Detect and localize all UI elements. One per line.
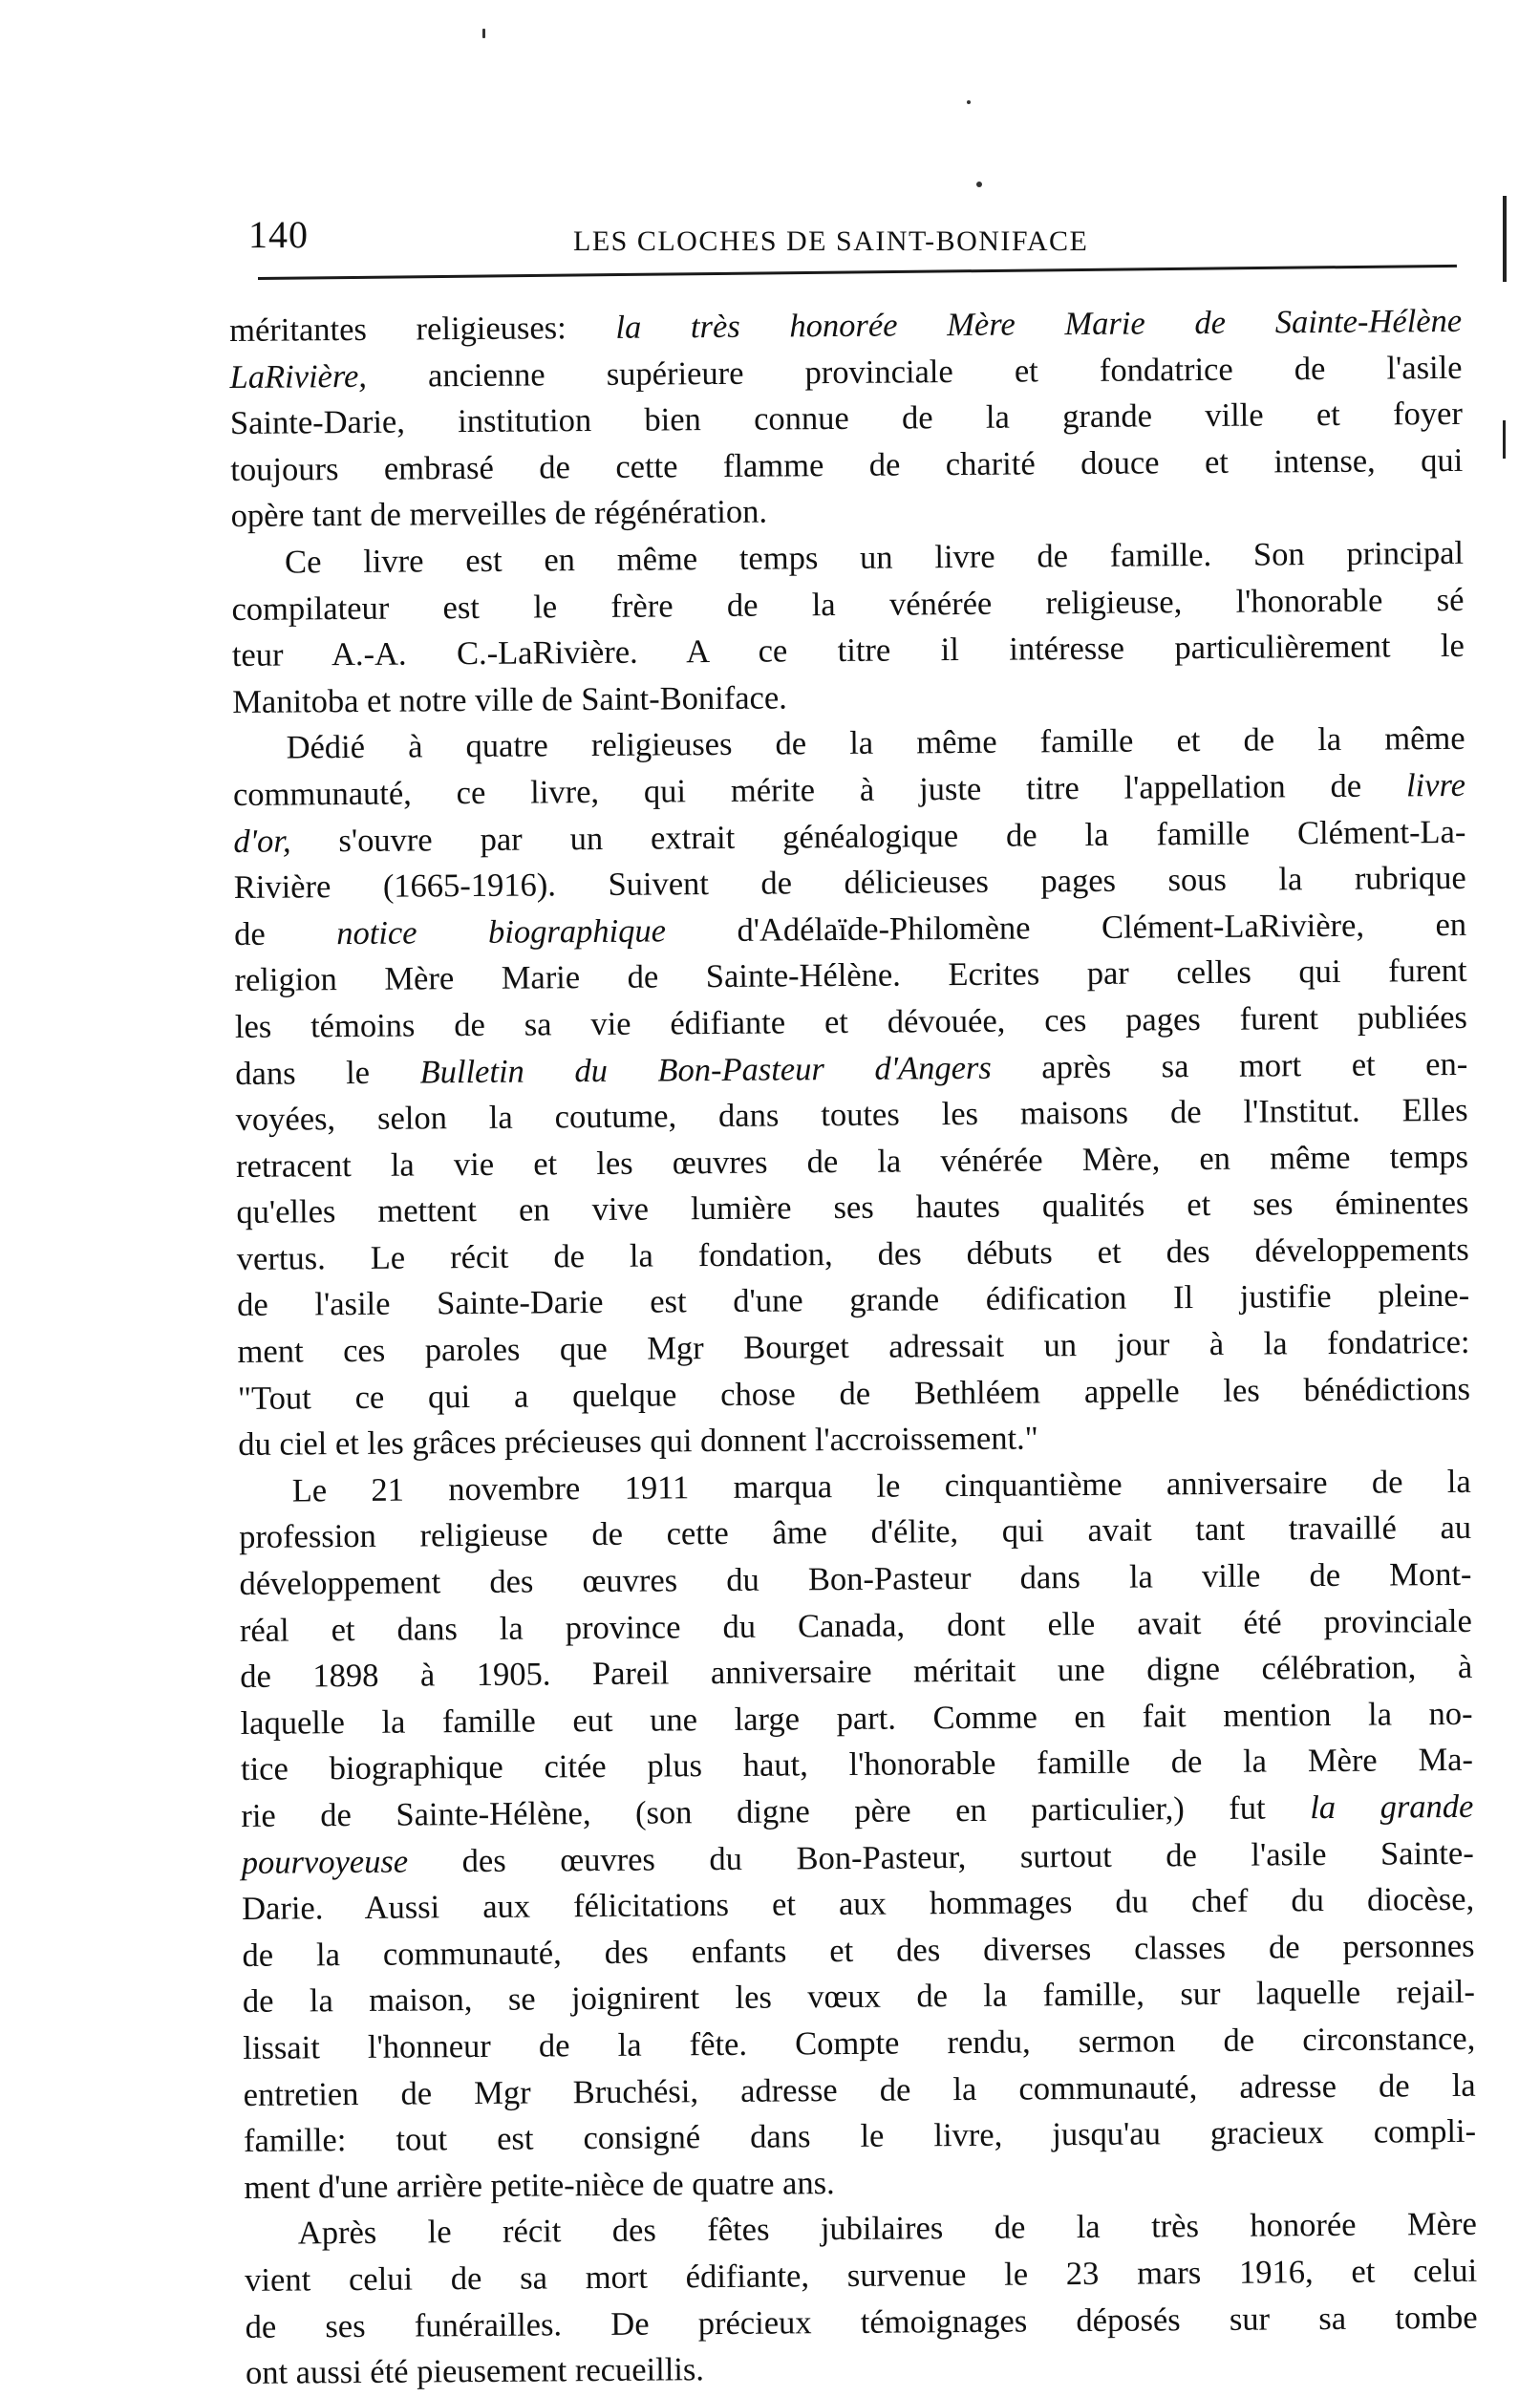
ink-speck — [967, 100, 971, 104]
italic-text: Bulletin du Bon-Pasteur d'Angers — [419, 1049, 992, 1090]
text-segment: entretien de Mgr Bruchési, adresse de la communauté, adresse de la — [243, 2066, 1476, 2113]
text-segment: qu'elles mettent en vive lumière ses hautes qualités et ses éminentes — [236, 1185, 1469, 1231]
text-segment: opère tant de merveilles de régénération. — [230, 493, 768, 535]
italic-text: LaRivière, — [229, 357, 368, 396]
text-segment: des œuvres du Bon-Pasteur, surtout de l'asile Sainte- — [407, 1834, 1474, 1880]
text-segment: ment d'une arrière petite-nièce de quatre ans. — [244, 2164, 835, 2206]
text-line — [244, 2108, 1476, 2165]
page-number: 140 — [248, 213, 309, 256]
text-segment: religion Mère Marie de Sainte-Hélène. Ecrites par celles qui furent — [234, 952, 1467, 999]
text-segment: s'ouvre par un extrait généalogique de la famille Clément-La- — [290, 813, 1466, 860]
text-segment: Darie. Aussi aux félicitations et aux hommages du chef du diocèse, — [242, 1881, 1475, 1928]
text-segment: Manitoba et notre ville de Saint-Boniface. — [232, 679, 787, 720]
text-segment: ancienne supérieure provinciale et fondatrice de l'asile — [366, 349, 1463, 395]
text-segment: de la maison, se joignirent les vœux de la famille, sur laquelle rejail- — [242, 1974, 1476, 2021]
page-edge-mark — [1503, 196, 1507, 282]
text-segment: Rivière (1665-1916). Suivent de délicieuses pages sous la rubrique — [233, 859, 1466, 907]
text-segment: "Tout ce qui a quelque chose de Bethléem appelle les bénédictions — [237, 1370, 1471, 1417]
text-segment: les témoins de sa vie édifiante et dévouée, ces pages furent publiées — [234, 998, 1468, 1045]
italic-text: la très honorée Mère Marie de Sainte-Hélène — [615, 302, 1463, 346]
text-segment: voyées, selon la coutume, dans toutes les maisons de l'Institut. Elles — [235, 1091, 1468, 1139]
page-header — [248, 212, 1433, 269]
running-title: LES CLOCHES DE SAINT-BONIFACE — [573, 225, 1089, 257]
text-segment: ont aussi été pieusement recueillis. — [245, 2351, 705, 2392]
text-segment: communauté, ce livre, qui mérite à juste titre l'appellation de — [232, 767, 1407, 813]
text-segment: famille: tout est consigné dans le livre, jusqu'au gracieux compli- — [243, 2112, 1477, 2160]
text-segment: toujours embrasé de cette flamme de charité douce et intense, qui — [230, 441, 1464, 488]
text-line — [245, 2294, 1477, 2350]
text-segment: profession religieuse de cette âme d'élite, qui avait tant travaillé au — [238, 1509, 1472, 1556]
text-segment: rie de Sainte-Hélène, (son digne père en particulier,) fut — [241, 1789, 1311, 1834]
text-segment: Le 21 novembre 1911 marqua le cinquantième anniversaire de la — [291, 1463, 1471, 1509]
text-segment: Sainte-Darie, institution bien connue de la grande ville et foyer — [229, 396, 1464, 442]
text-segment: réal et dans la province du Canada, dont elle avait été provinciale — [239, 1602, 1472, 1649]
text-segment: du ciel et les grâces précieuses qui donnent l'accroissement." — [238, 1420, 1038, 1464]
text-segment: ment ces paroles que Mgr Bourget adressait un jour à la fondatrice: — [237, 1323, 1470, 1371]
text-segment: dans le — [235, 1053, 420, 1092]
text-segment: laquelle la famille eut une large part. Comme en fait mention la no- — [240, 1695, 1473, 1742]
italic-text: pourvoyeuse — [241, 1843, 409, 1881]
text-segment: vertus. Le récit de la fondation, des débuts et des développements — [236, 1231, 1469, 1277]
text-segment: vient celui de sa mort édifiante, survenue le 23 mars 1916, et celui — [245, 2252, 1478, 2299]
page-edge-mark — [1503, 420, 1506, 459]
text-segment: compilateur est le frère de la vénérée religieuse, l'honorable sé — [231, 581, 1465, 628]
italic-text: notice biographique — [336, 912, 667, 952]
text-segment: teur A.-A. C.-LaRivière. A ce titre il intéresse particulièrement le — [231, 628, 1465, 674]
text-segment: Après le récit des fêtes jubilaires de la très honorée Mère — [297, 2206, 1477, 2252]
text-segment: tice biographique citée plus haut, l'honorable famille de la Mère Ma- — [240, 1742, 1474, 1788]
text-segment: après sa mort et en- — [991, 1045, 1468, 1086]
text-line — [232, 623, 1465, 679]
text-segment: de la communauté, des enfants et des diverses classes de personnes — [242, 1927, 1475, 1974]
ink-speck — [976, 182, 982, 187]
text-segment: méritantes religieuses: — [229, 309, 616, 349]
text-segment: de l'asile Sainte-Darie est d'une grande édification Il justifie pleine- — [237, 1277, 1470, 1324]
text-segment: Ce livre est en même temps un livre de famille. Son principal — [284, 534, 1465, 581]
ink-speck — [482, 29, 485, 38]
italic-text: la grande — [1310, 1787, 1474, 1827]
text-segment: développement des œuvres du Bon-Pasteur dans la ville de Mont- — [239, 1555, 1472, 1602]
text-segment: d'Adélaïde-Philomène Clément-LaRivière, en — [665, 906, 1467, 950]
text-segment: lissait l'honneur de la fête. Compte rendu, sermon de circonstance, — [243, 2020, 1476, 2066]
text-segment: retracent la vie et les œuvres de la vénérée Mère, en même temps — [235, 1138, 1469, 1185]
body-text — [229, 298, 1478, 2397]
text-segment: de 1898 à 1905. Pareil anniversaire méritait une digne célébration, à — [240, 1649, 1473, 1696]
italic-text: livre — [1405, 766, 1466, 804]
text-segment: de ses funérailles. De précieux témoignages déposés sur sa tombe — [245, 2299, 1478, 2345]
text-segment: Dédié à quatre religieuses de la même famille et de la même — [286, 720, 1465, 766]
text-segment: de — [234, 914, 337, 952]
text-line — [246, 2341, 1478, 2397]
italic-text: d'or, — [233, 823, 291, 860]
